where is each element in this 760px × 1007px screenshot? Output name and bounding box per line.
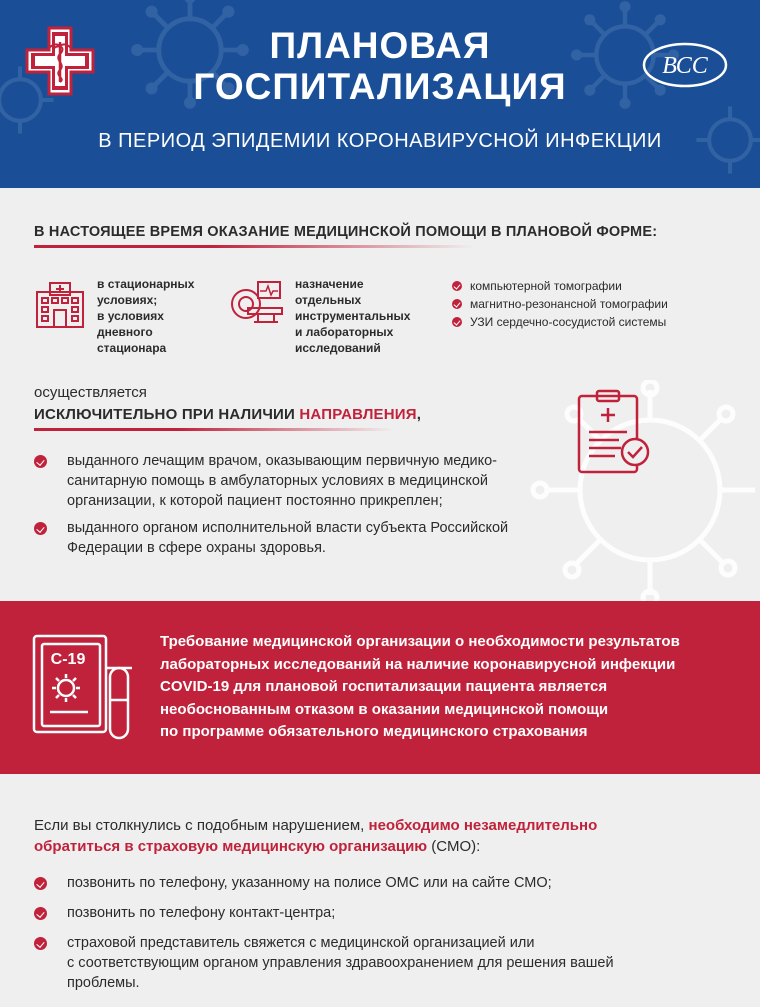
- page-subtitle: В ПЕРИОД ЭПИДЕМИИ КОРОНАВИРУСНОЙ ИНФЕКЦИИ: [98, 130, 662, 152]
- list-item: компьютерной томографии: [452, 277, 668, 295]
- vss-logo-text: ВСС: [662, 53, 708, 79]
- carried-out-text: осуществляется: [34, 384, 147, 401]
- section-heading: В НАСТОЯЩЕЕ ВРЕМЯ ОКАЗАНИЕ МЕДИЦИНСКОЙ ПОМОЩИ В ПЛАНОВОЙ ФОРМЕ:: [34, 224, 658, 240]
- list-item: магнитно-резонансной томографии: [452, 295, 668, 313]
- check-icon: [34, 455, 47, 468]
- check-icon: [34, 522, 47, 535]
- c19-label: C-19: [50, 651, 86, 668]
- heading-underline: [34, 245, 474, 248]
- hospital-building-icon: [34, 280, 86, 330]
- only-with-referral: ИСКЛЮЧИТЕЛЬНО ПРИ НАЛИЧИИ НАПРАВЛЕНИЯ,: [34, 406, 422, 423]
- check-icon: [452, 281, 462, 291]
- covid-test-document-icon: [30, 630, 140, 745]
- header-banner: [0, 0, 760, 188]
- ct-scanner-icon: [228, 280, 284, 324]
- check-icon: [452, 299, 462, 309]
- action-item: позвонить по телефону контакт-центра;: [34, 903, 335, 923]
- referral-underline: [34, 428, 394, 431]
- check-icon: [34, 907, 47, 920]
- covid-notice-banner: [0, 601, 760, 774]
- clipboard-check-icon: [575, 388, 655, 478]
- referral-item: выданного органом исполнительной власти субъекта Российской Федерации в сфере охраны здоровья.: [34, 518, 508, 558]
- list-item: УЗИ сердечно-сосудистой системы: [452, 313, 668, 331]
- procedures-list: [452, 277, 668, 331]
- action-item: позвонить по телефону, указанному на полисе ОМС или на сайте СМО;: [34, 873, 552, 893]
- check-icon: [34, 937, 47, 950]
- condition-diagnostics: назначение отдельных инструментальных и лабораторных исследований: [295, 277, 411, 355]
- action-item: страховой представитель свяжется с медицинской организацией или с соответствующим органом управления здравоохранением для решения вашей проблемы.: [34, 933, 614, 993]
- check-icon: [34, 877, 47, 890]
- page-title-line1: ПЛАНОВАЯ: [269, 25, 491, 66]
- check-icon: [452, 317, 462, 327]
- condition-inpatient: в стационарных условиях; в условиях дневного стационара: [97, 277, 195, 355]
- vss-logo: [641, 40, 729, 90]
- referral-item: выданного лечащим врачом, оказывающим первичную медико- санитарную помощь в амбулаторных условиях в медицинской организации, к которой пациент постоянно прикреплен;: [34, 451, 497, 511]
- violation-intro: Если вы столкнулись с подобным нарушением, необходимо незамедлительно обратиться в страховую медицинскую организацию (СМО):: [34, 817, 598, 855]
- page-title-line2: ГОСПИТАЛИЗАЦИЯ: [193, 66, 567, 107]
- covid-notice-text: Требование медицинской организации о необходимости результатов лабораторных исследований на наличие коронавирусной инфекции COVID-19 для плановой госпитализации пациента является необоснованным отказом в оказании медицинской помощи по программе обязательного медицинского страхования: [160, 633, 680, 740]
